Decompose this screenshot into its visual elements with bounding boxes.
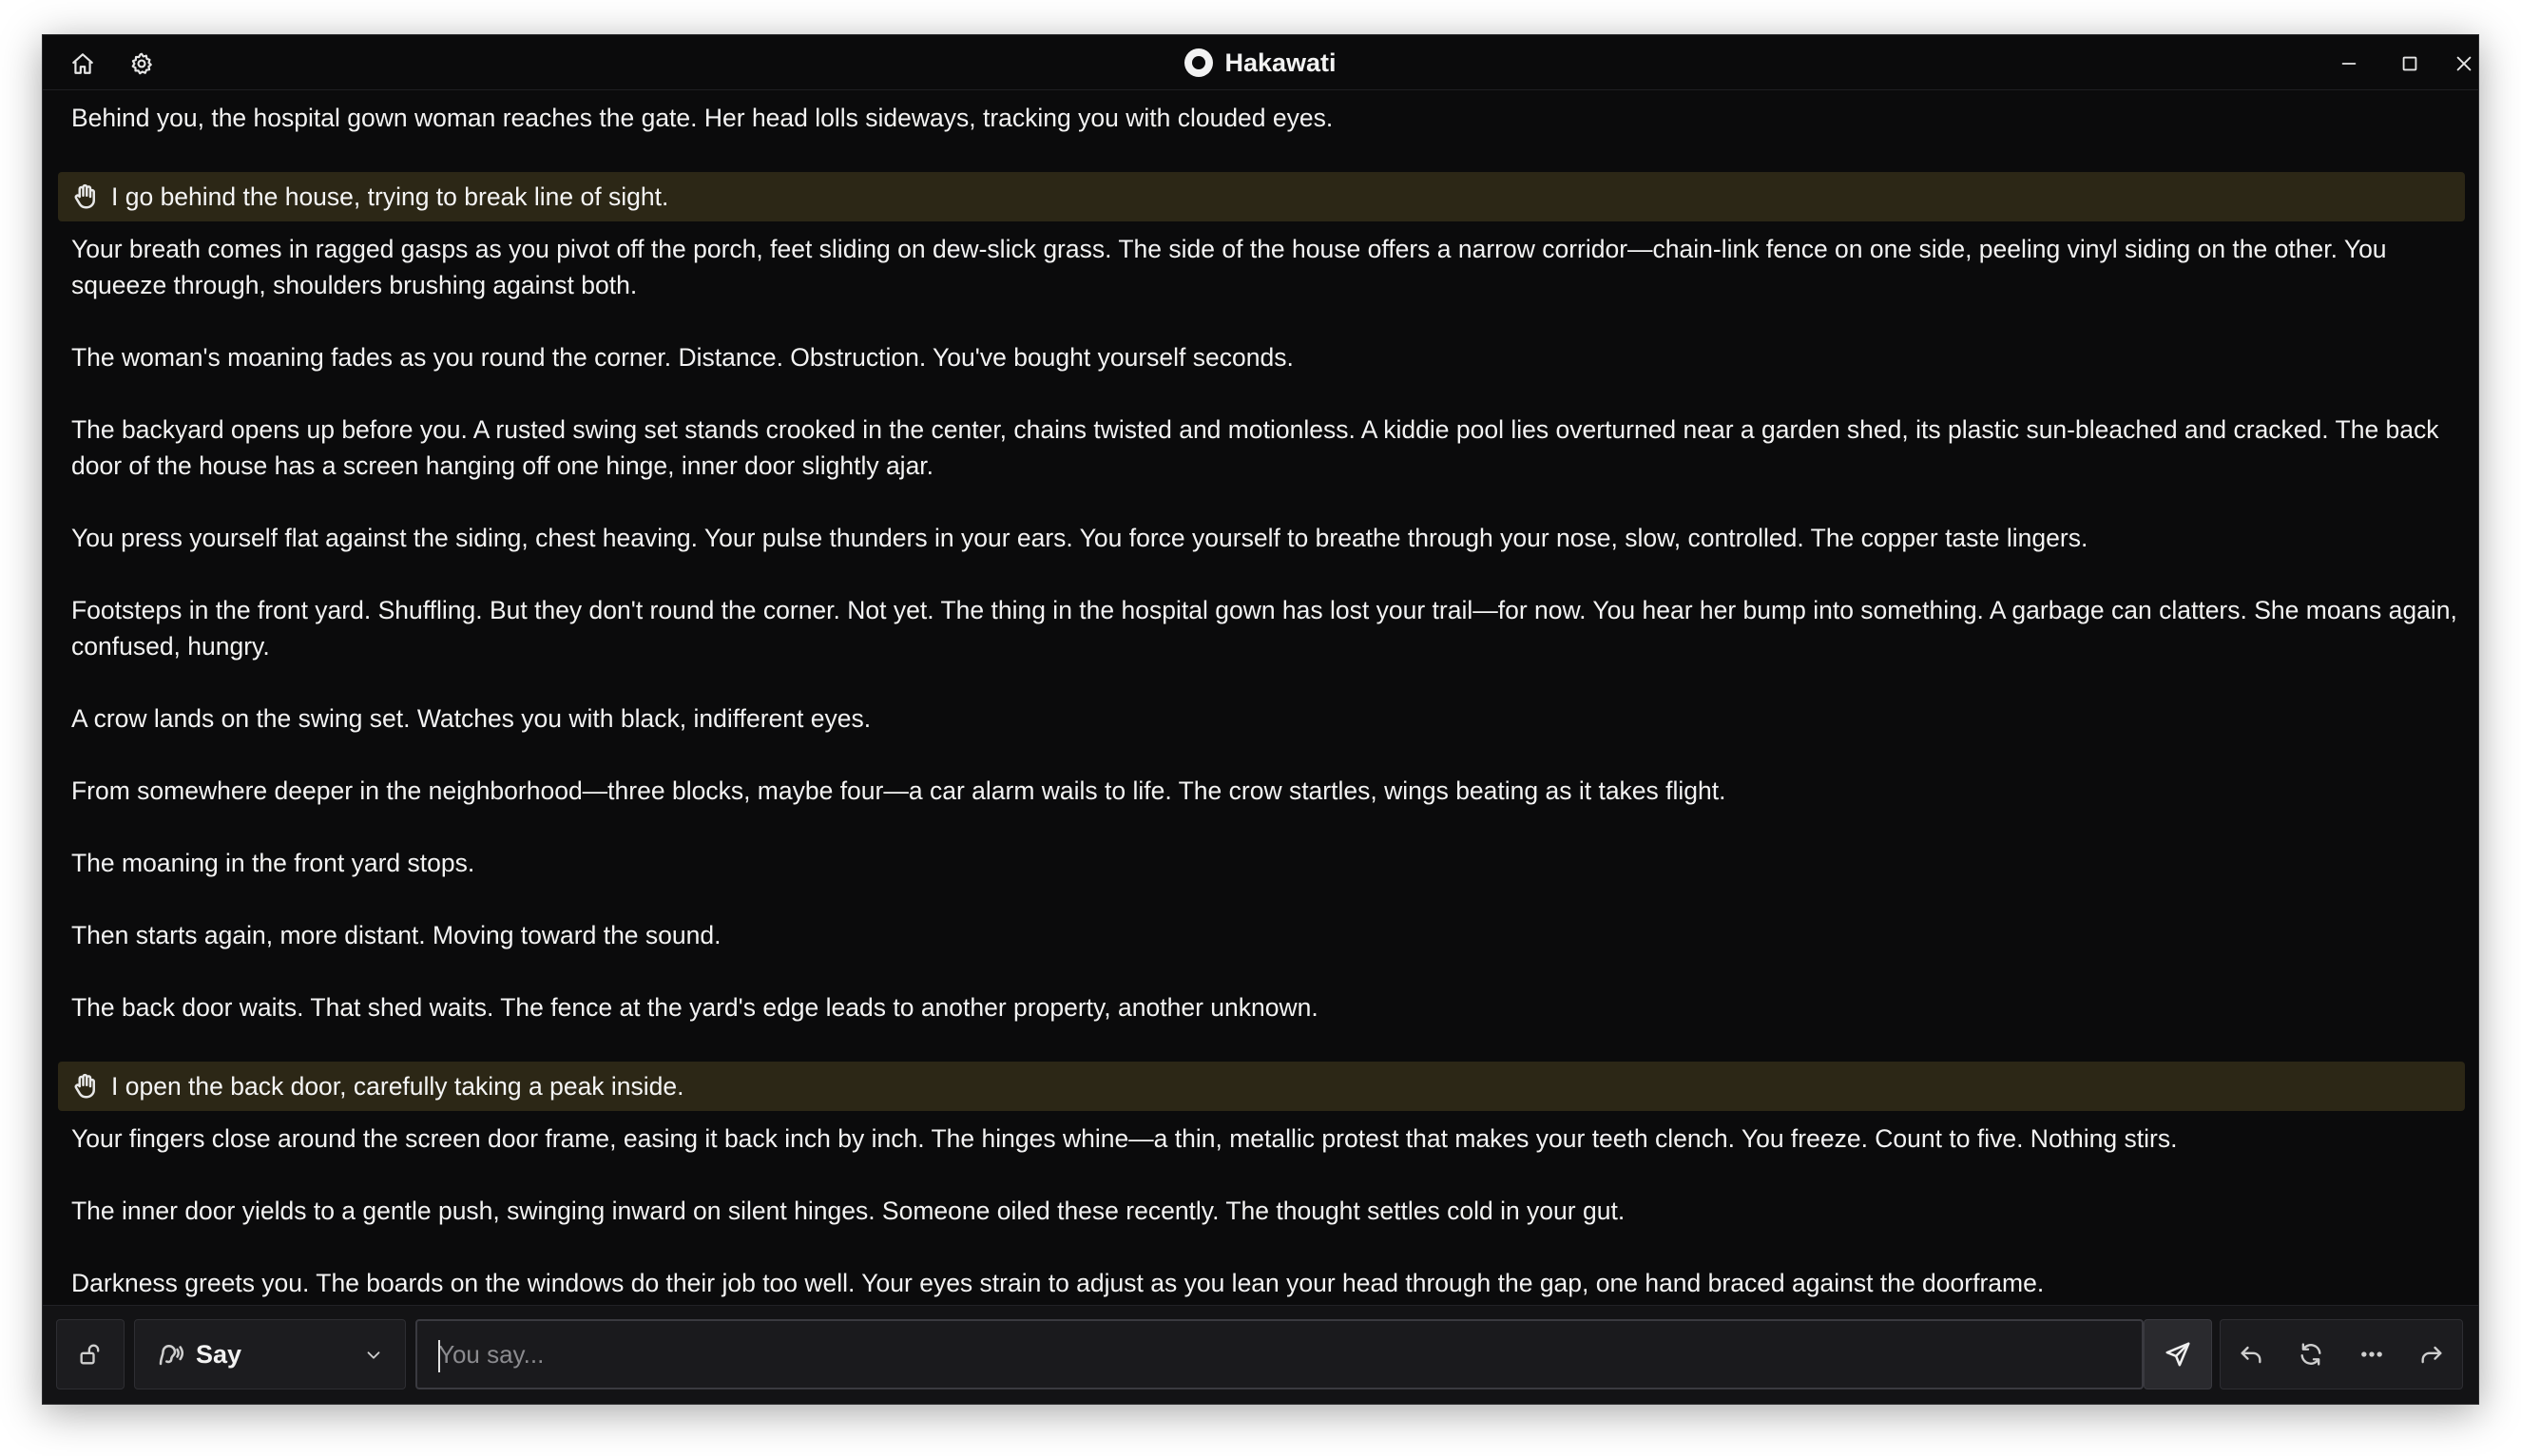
narration-paragraph: The backyard opens up before you. A rusted swing set stands crooked in the center, chains twisted and motionless. A kiddie pool lies overturned near a garden shed, its plastic sun-bleached and cracked. The back door of the house has a screen hanging off one hinge, inner door slightly ajar. — [71, 415, 2439, 480]
speech-icon — [156, 1340, 184, 1369]
narration-paragraph: Your breath comes in ragged gasps as you pivot off the porch, feet sliding on dew-slick grass. The side of the house offers a narrow corridor—chain-link fence on one side, peeling vinyl siding on the other. You squeeze through, shoulders brushing against both. — [71, 235, 2387, 299]
message-input-wrapper — [415, 1319, 2144, 1389]
window-title-text: Hakawati — [1224, 48, 1337, 77]
send-button[interactable] — [2144, 1319, 2212, 1389]
window-title — [43, 35, 2478, 90]
mode-select-value: Say — [196, 1339, 242, 1369]
history-controls — [2220, 1319, 2463, 1389]
narration-paragraph: Footsteps in the front yard. Shuffling. But they don't round the corner. Not yet. The thing in the hospital gown has lost your trail—for now. You hear her bump into something. A garbage can clatters. She moans again, confused, hungry. — [71, 596, 2457, 661]
message-input[interactable] — [417, 1321, 2142, 1388]
title-bar — [43, 35, 2478, 90]
hand-icon — [71, 1072, 100, 1101]
settings-button[interactable] — [121, 43, 163, 85]
close-button[interactable] — [2450, 43, 2478, 85]
redo-icon — [2418, 1341, 2445, 1368]
maximize-icon — [2399, 53, 2420, 74]
maximize-button[interactable] — [2389, 43, 2431, 85]
narration-paragraph: From somewhere deeper in the neighborhood—three blocks, maybe four—a car alarm wails to life. The crow startles, wings beating as it takes flight. — [71, 776, 1726, 805]
narration-paragraph: Your fingers close around the screen door frame, easing it back inch by inch. The hinges whine—a thin, metallic protest that makes your teeth clench. You freeze. Count to five. Nothing stirs. — [71, 1124, 2178, 1153]
player-action-text: I open the back door, carefully taking a peak inside. — [111, 1072, 684, 1101]
refresh-icon — [2298, 1341, 2324, 1368]
hand-icon — [71, 182, 100, 211]
narration-paragraph: The woman's moaning fades as you round the corner. Distance. Obstruction. You've bought yourself seconds. — [71, 343, 1294, 372]
narration-paragraph: Then starts again, more distant. Moving toward the sound. — [71, 921, 722, 949]
player-action — [58, 172, 2465, 221]
app-window — [42, 34, 2479, 1405]
composer-bar — [43, 1305, 2478, 1404]
story-log[interactable] — [43, 92, 2478, 1343]
undo-button[interactable] — [2221, 1320, 2281, 1389]
more-button[interactable] — [2341, 1320, 2402, 1389]
player-action-text: I go behind the house, trying to break line of sight. — [111, 182, 669, 211]
narration-paragraph: The inner door yields to a gentle push, swinging inward on silent hinges. Someone oiled these recently. The thought settles cold in your gut. — [71, 1197, 1626, 1225]
narration-paragraph: You press yourself flat against the siding, chest heaving. Your pulse thunders in your ears. You force yourself to breathe through your nose, slow, controlled. The copper taste lingers. — [71, 524, 2088, 552]
minimize-button[interactable] — [2328, 43, 2370, 85]
redo-button[interactable] — [2402, 1320, 2463, 1389]
mode-select[interactable] — [134, 1319, 406, 1389]
regenerate-button[interactable] — [2281, 1320, 2342, 1389]
gear-icon — [129, 51, 154, 76]
narration-paragraph: Behind you, the hospital gown woman reaches the gate. Her head lolls sideways, tracking you with clouded eyes. — [71, 104, 1334, 132]
app-logo-icon — [1184, 48, 1213, 77]
player-action — [58, 1062, 2465, 1111]
home-button[interactable] — [62, 43, 104, 85]
narration-paragraph: Darkness greets you. The boards on the windows do their job too well. Your eyes strain to adjust as you lean your head through the gap, one hand braced against the doorframe. — [71, 1269, 2045, 1297]
more-icon — [2358, 1341, 2385, 1368]
narration-paragraph: The moaning in the front yard stops. — [71, 849, 475, 877]
close-icon — [2454, 53, 2474, 74]
chevron-down-icon — [363, 1345, 384, 1366]
minimize-icon — [2338, 53, 2359, 74]
undo-icon — [2238, 1341, 2264, 1368]
unlock-icon — [77, 1341, 104, 1368]
lock-toggle-button[interactable] — [56, 1319, 125, 1389]
home-icon — [70, 51, 95, 76]
narration-paragraph: The back door waits. That shed waits. The fence at the yard's edge leads to another property, another unknown. — [71, 993, 1318, 1022]
narration-paragraph: A crow lands on the swing set. Watches you with black, indifferent eyes. — [71, 704, 872, 733]
text-caret — [438, 1340, 440, 1372]
send-icon — [2164, 1340, 2192, 1369]
